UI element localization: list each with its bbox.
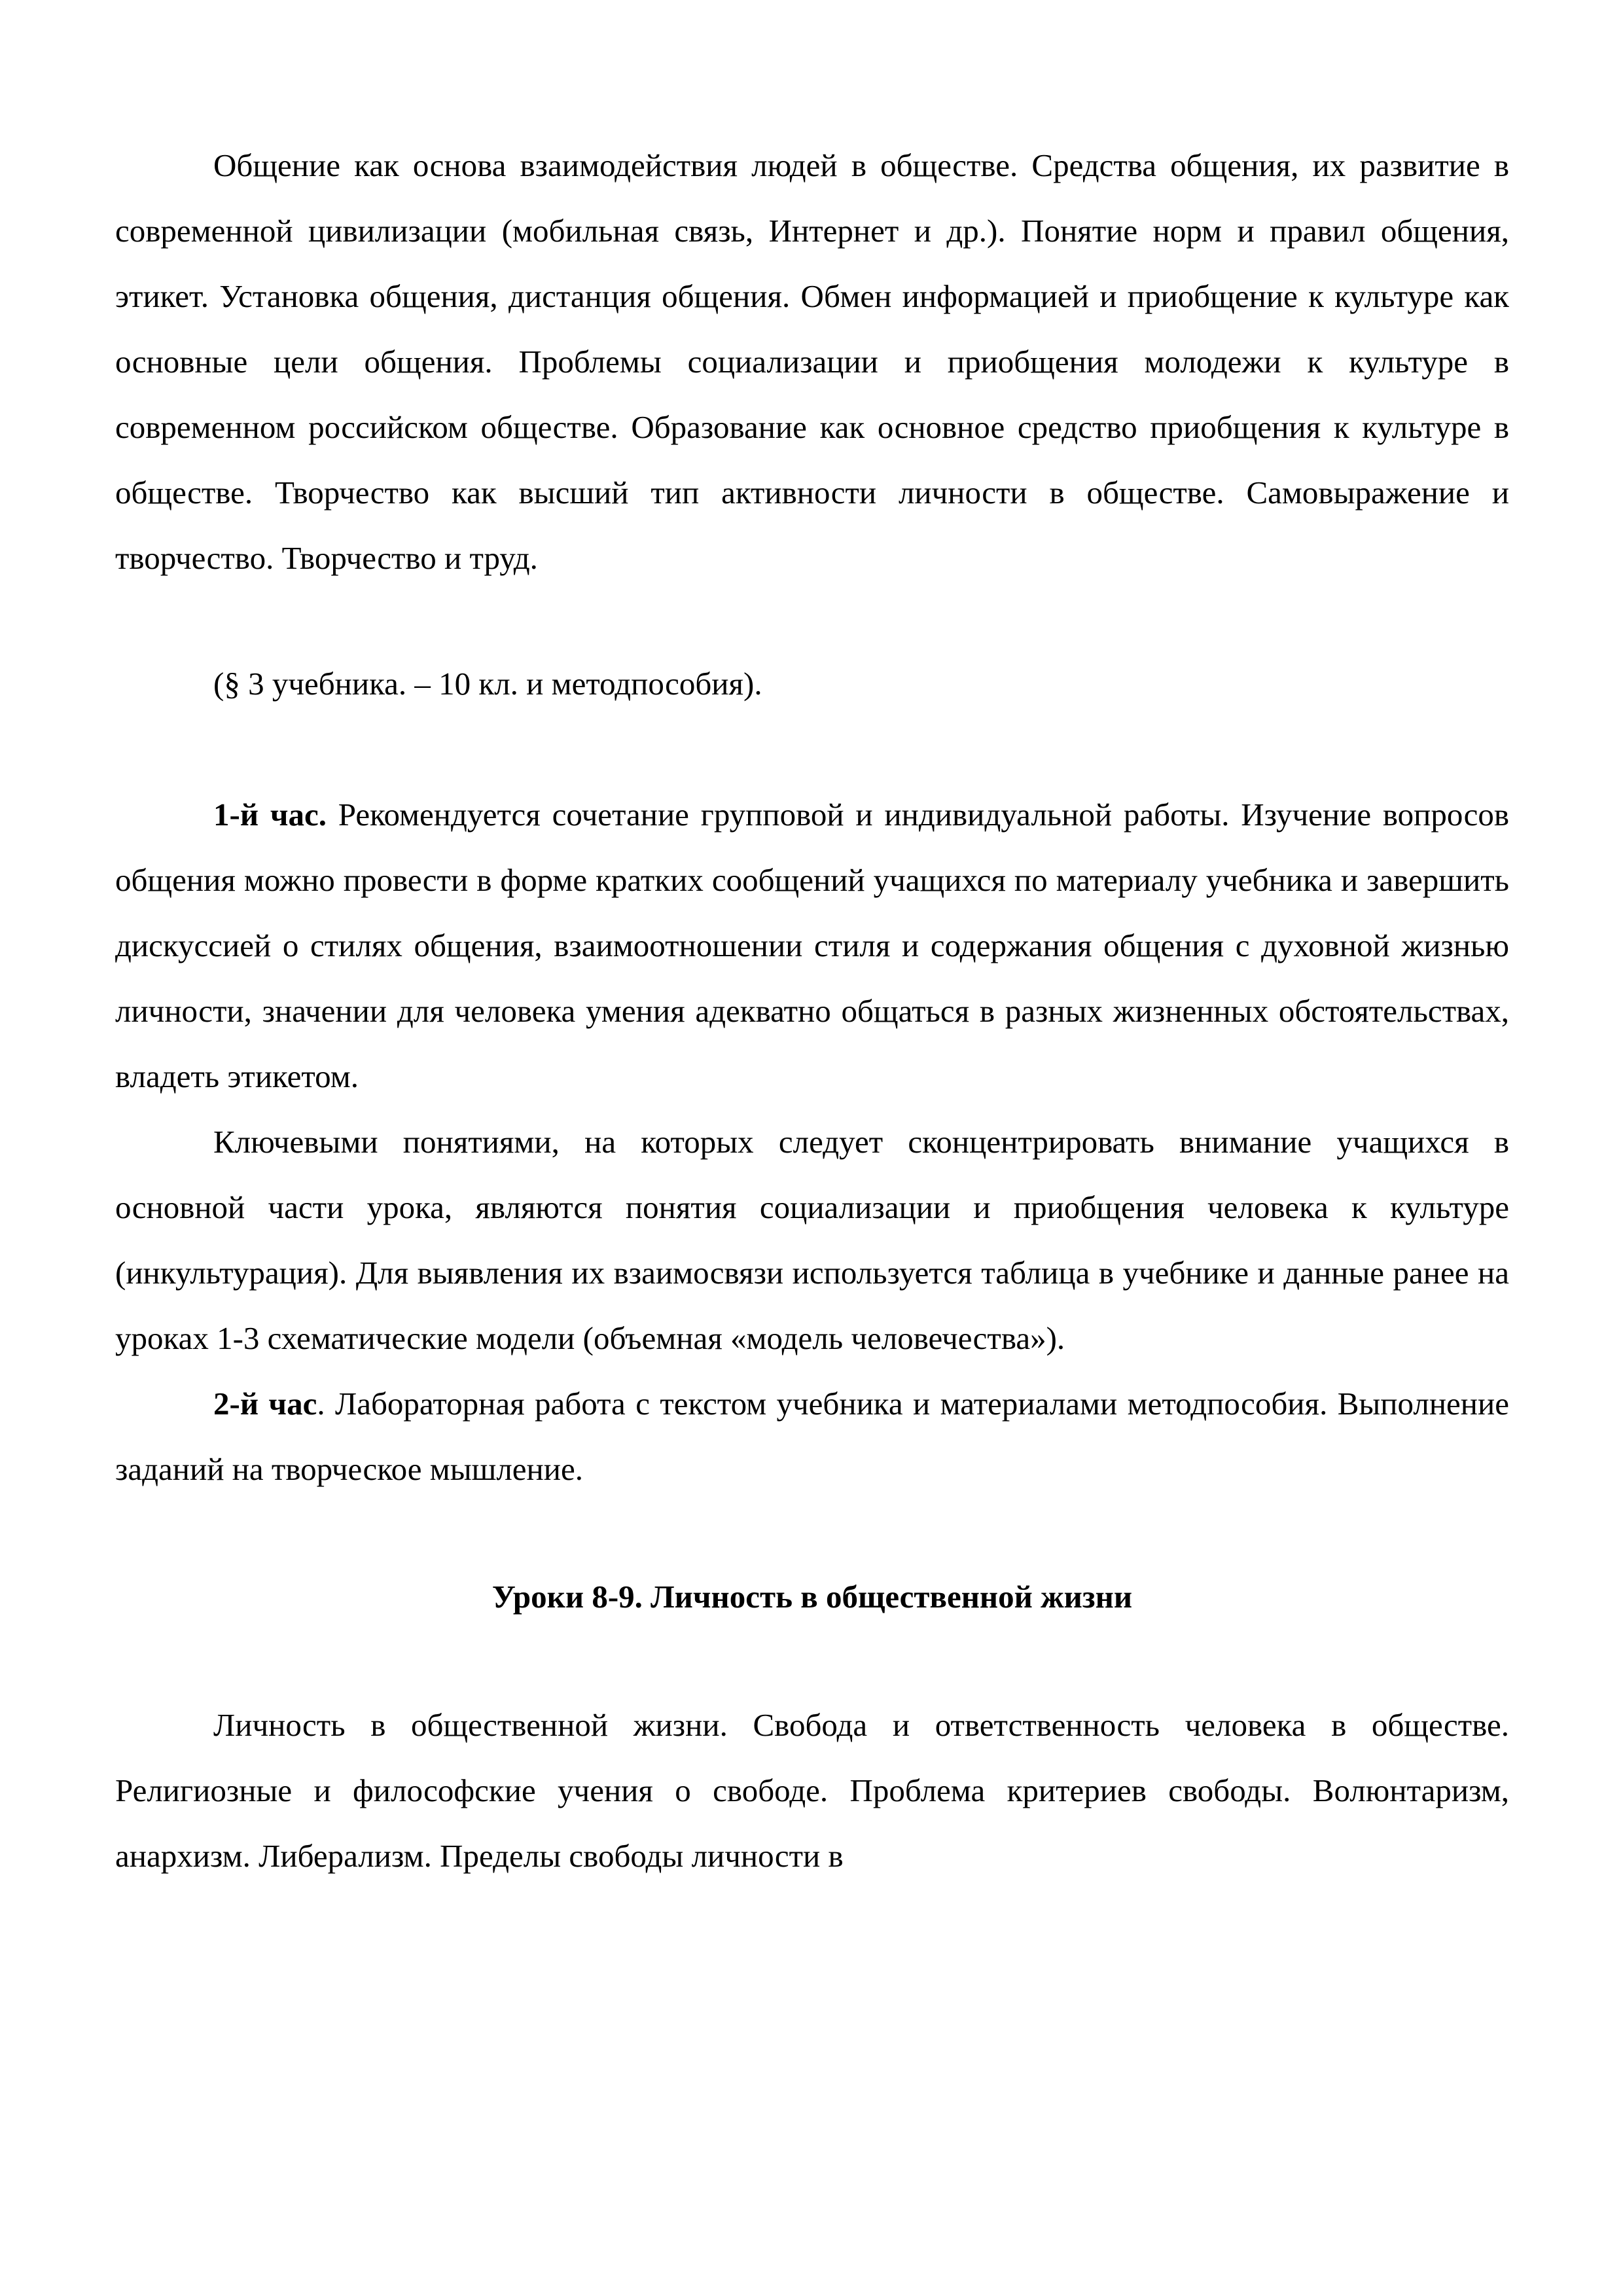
paragraph-first-hour bbox=[115, 782, 1509, 1109]
first-hour-text: Рекомендуется сочетание групповой и индивидуальной работы. Изучение вопросов общения можно провести в форме кратких сообщений учащихся по материалу учебника и завершить дискуссией о стилях общения, взаимоотношении стиля и содержания общения с духовной жизнью личности, значении для человека умения адекватно общаться в разных жизненных обстоятельствах, владеть этикетом. bbox=[115, 797, 1510, 1094]
spacer bbox=[115, 1502, 1509, 1564]
second-hour-label: 2-й час bbox=[213, 1386, 317, 1422]
paragraph-textbook-reference: (§ 3 учебника. – 10 кл. и методпособия). bbox=[213, 666, 762, 702]
paragraph-key-concepts: Ключевыми понятиями, на которых следует сконцентрировать внимание учащихся в основной части урока, являются понятия социализации и приобщения человека к культуре (инкультурация). Для выявления их взаимосвязи используется таблица в учебнике и данные ранее на уроках 1-3 схематические модели (объемная «модель человечества»). bbox=[115, 1124, 1509, 1356]
paragraph-communication: Общение как основа взаимодействия людей в обществе. Средства общения, их развитие в современной цивилизации (мобильная связь, Интернет и др.). Понятие норм и правил общения, этикет. Установка общения, дистанция общения. Обмен информацией и приобщение к культуре как основные цели общения. Проблемы социализации и приобщения молодежи к культуре в современном российском обществе. Образование как основное средство приобщения к культуре в обществе. Творчество как высший тип активности личности в обществе. Самовыражение и творчество. Творчество и труд. bbox=[115, 147, 1509, 576]
first-hour-label: 1-й час. bbox=[213, 797, 327, 833]
spacer bbox=[115, 717, 1509, 782]
document-page bbox=[115, 133, 1509, 1889]
paragraph-personality: Личность в общественной жизни. Свобода и ответственность человека в обществе. Религиозные и философские учения о свободе. Проблема критериев свободы. Волюнтаризм, анархизм. Либерализм. Пределы свободы личности в bbox=[115, 1707, 1509, 1874]
paragraph-second-hour bbox=[115, 1371, 1509, 1502]
second-hour-text: . Лабораторная работа с текстом учебника и материалами методпособия. Выполнение заданий на творческое мышление. bbox=[115, 1386, 1509, 1487]
spacer bbox=[115, 591, 1509, 651]
spacer bbox=[115, 1630, 1509, 1693]
section-heading: Уроки 8-9. Личность в общественной жизни bbox=[491, 1579, 1133, 1615]
